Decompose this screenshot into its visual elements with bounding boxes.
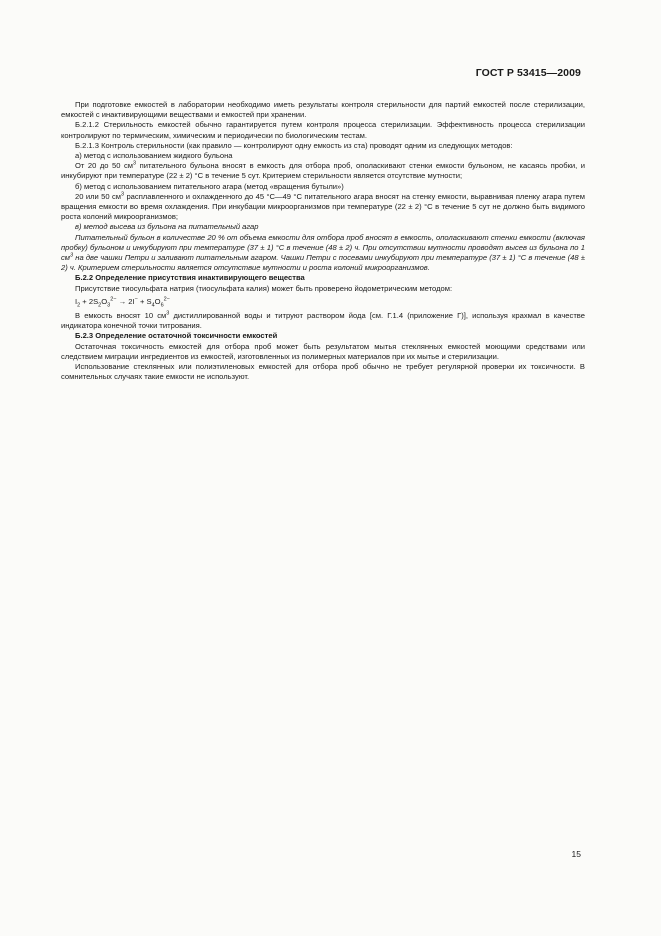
superscript: 3 <box>70 252 74 259</box>
paragraph: Б.2.1.2 Стерильность емкостей обычно гарантируется путем контроля процесса стерилизации. Эффективность процесса стерилизации контролируют по термическим, химическим и периодически по биологическим тестам. <box>61 120 585 140</box>
page-number: 15 <box>571 849 581 859</box>
formula-part: + S <box>137 296 152 306</box>
formula-subscript: 2 <box>98 302 102 309</box>
text-run: дистиллированной воды и титруют раствором йода [см. Г.1.4 (приложение Г)], используя крахмал в качестве индикатора конечной точки титрования. <box>61 311 585 331</box>
paragraph: Присутствие тиосульфата натрия (тиосульфата калия) может быть проверено йодометрическим методом: <box>75 283 453 293</box>
section-heading: Б.2.3 Определение остаточной токсичности емкостей <box>75 331 278 341</box>
superscript: 3 <box>166 310 170 317</box>
formula-superscript: 2− <box>110 296 117 303</box>
formula-superscript: − <box>134 296 138 303</box>
formula-subscript: 3 <box>107 302 111 309</box>
formula-superscript: 2− <box>163 296 170 303</box>
paragraph: Остаточная токсичность емкостей для отбора проб может быть результатом мытья стеклянных емкостей моющими средствами или следствием миграции ингредиентов из емкостей, изготовленных из полимерных материалов при их мытье и стерилизации. <box>61 341 585 361</box>
list-item: в) метод высева из бульона на питательный агар <box>75 222 259 232</box>
text-run: В емкость вносят 10 см <box>75 311 167 321</box>
formula-part: + 2S <box>80 296 99 306</box>
paragraph: При подготовке емкостей в лаборатории необходимо иметь результаты контроля стерильности для партий емкостей после стерилизации, емкостей с инактивирующими веществами и емкостей при хранении. <box>61 100 585 120</box>
section-heading: Б.2.2 Определение присутствия инактивирующего вещества <box>75 273 305 283</box>
formula-subscript: 4 <box>151 302 155 309</box>
paragraph: Использование стеклянных или полиэтиленовых емкостей для отбора проб обычно не требует регулярной проверки их токсичности. В сомнительных случаях такие емкости не используют. <box>61 362 585 382</box>
paragraph <box>61 192 585 223</box>
formula-subscript: 6 <box>160 302 164 309</box>
text-run: на две чашки Петри и заливают питательным агаром. Чашки Петри с посевами инкубируют при температуре (37 ± 1) °С в течение (48 ± 2) ч. Критерием стерильности является отсутствие мутности и роста колоний микроорганизмов. <box>61 253 585 273</box>
superscript: 3 <box>121 191 125 198</box>
text-run: От 20 до 50 см <box>75 161 134 171</box>
text-run: расплавленного и охлажденного до 45 °С—49 °С питательного агара вносят на стенку емкости, выравнивая пленку агара путем вращения емкости во время охлаждения. При инкубации микроорганизмов при температуре (22 ± 2) °С в течение 5 сут не должно быть видимого роста колоний микроорганизмов; <box>61 191 585 222</box>
formula-part: O <box>154 296 161 306</box>
text-run: 20 или 50 см <box>75 191 121 201</box>
paragraph <box>61 233 585 274</box>
paragraph: Б.2.1.3 Контроль стерильности (как правило — контролируют одну емкость из ста) проводят одним из следующих методов: <box>75 140 513 150</box>
chemical-formula <box>61 297 585 307</box>
formula-part: I <box>75 296 78 306</box>
paragraph <box>61 311 585 331</box>
formula-subscript: 2 <box>77 302 81 309</box>
superscript: 3 <box>133 160 137 167</box>
text-run: Питательный бульон в количестве 20 % от объема емкости для отбора проб вносят в емкость, ополаскивают стенки емкости (включая пробку) бульоном и инкубируют при температуре (37 ± 1) °С в течение (48 ± 2) ч. При отсутствии мутности проводят высев из бульона по 1 см <box>61 232 585 263</box>
document-body <box>61 100 585 382</box>
formula-part: → 2I <box>116 296 135 306</box>
paragraph <box>61 161 585 181</box>
list-item: б) метод с использованием питательного агара (метод «вращения бутыли») <box>75 181 344 191</box>
list-item: а) метод с использованием жидкого бульона <box>75 151 233 161</box>
text-run: питательного бульона вносят в емкость для отбора проб, ополаскивают стенки емкости бульоном, не касаясь пробки, и инкубируют при температуре (22 ± 2) °С в течение 5 сут. Критерием стерильности является отсутствие мутности; <box>61 161 586 181</box>
formula-part: O <box>101 296 108 306</box>
document-header: ГОСТ Р 53415—2009 <box>475 67 581 79</box>
